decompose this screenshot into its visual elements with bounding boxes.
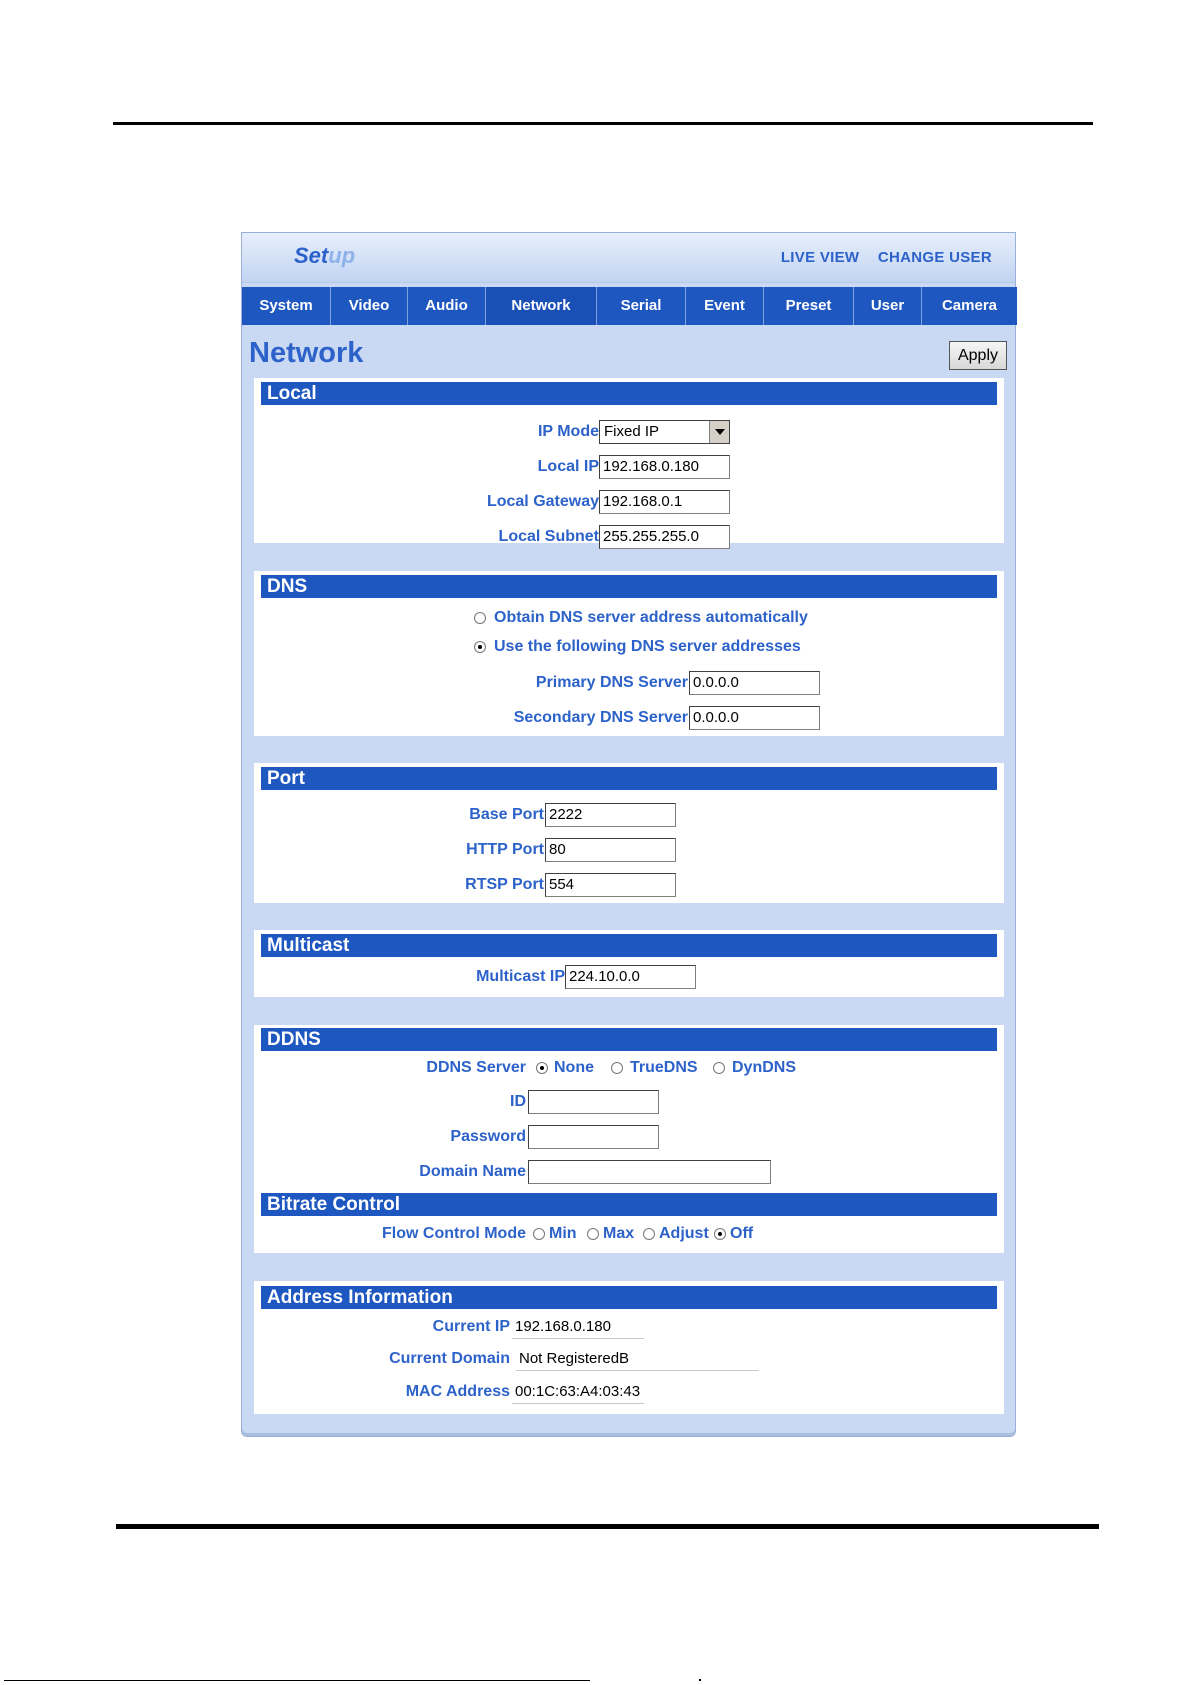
tab-video[interactable]: Video <box>331 287 408 325</box>
tab-system[interactable]: System <box>242 287 331 325</box>
top-links <box>767 249 992 266</box>
tab-camera[interactable]: Camera <box>941 297 998 314</box>
local-panel <box>254 378 1004 543</box>
dns-auto-label[interactable]: Obtain DNS server address automatically <box>494 609 808 626</box>
ip-mode-label: IP Mode <box>537 423 599 440</box>
ddns-dyndns-label[interactable]: DynDNS <box>732 1059 797 1076</box>
footer-mark <box>699 1679 701 1681</box>
multicast-ip-label: Multicast IP <box>476 968 565 985</box>
tab-serial[interactable]: Serial <box>597 287 686 325</box>
mac-address-value: 00:1C:63:A4:03:43 <box>512 1380 644 1404</box>
port-panel <box>254 763 1004 903</box>
rtsp-port-input[interactable]: 554 <box>545 873 676 897</box>
tab-preset[interactable]: Preset <box>764 287 854 325</box>
dns-manual-radio[interactable] <box>474 641 486 653</box>
bitrate-heading: Bitrate Control <box>261 1193 997 1216</box>
ddns-domain-label: Domain Name <box>419 1163 526 1180</box>
current-domain-value: Not RegisteredB <box>516 1347 759 1371</box>
flow-adjust-radio[interactable] <box>643 1228 655 1240</box>
dns-heading: DNS <box>261 575 997 598</box>
ddns-domain-input[interactable] <box>528 1160 771 1184</box>
http-port-label: HTTP Port <box>466 841 544 858</box>
current-ip-value: 192.168.0.180 <box>512 1315 644 1339</box>
ddns-dyndns-radio[interactable] <box>713 1062 725 1074</box>
ddns-none-label[interactable]: None <box>554 1059 594 1076</box>
flow-adjust-label[interactable]: Adjust <box>659 1225 709 1242</box>
primary-dns-label: Primary DNS Server <box>535 674 688 691</box>
flow-off-label[interactable]: Off <box>730 1225 754 1242</box>
multicast-heading: Multicast <box>261 934 997 957</box>
current-ip-label: Current IP <box>432 1318 510 1335</box>
flow-max-label[interactable]: Max <box>603 1225 635 1242</box>
flow-off-radio[interactable] <box>714 1228 726 1240</box>
http-port-input[interactable]: 80 <box>545 838 676 862</box>
port-heading: Port <box>261 767 997 790</box>
apply-button[interactable]: Apply <box>949 341 1007 370</box>
flow-min-label[interactable]: Min <box>549 1225 577 1242</box>
local-subnet-input[interactable]: 255.255.255.0 <box>599 525 730 549</box>
mac-address-label: MAC Address <box>405 1383 510 1400</box>
live-view-link[interactable]: LIVE VIEW <box>780 249 860 266</box>
setup-title-bold: Set <box>294 243 329 268</box>
setup-header <box>242 233 1015 283</box>
multicast-ip-input[interactable]: 224.10.0.0 <box>565 965 696 989</box>
ddns-server-label: DDNS Server <box>426 1059 526 1076</box>
footer-line <box>4 1680 590 1681</box>
secondary-dns-input[interactable]: 0.0.0.0 <box>689 706 820 730</box>
tab-network[interactable]: Network <box>486 287 597 325</box>
base-port-label: Base Port <box>469 806 544 823</box>
flow-max-radio[interactable] <box>587 1228 599 1240</box>
local-subnet-label: Local Subnet <box>498 528 599 545</box>
multicast-panel <box>254 930 1004 997</box>
dns-auto-radio[interactable] <box>474 612 486 624</box>
setup-title-light: up <box>328 243 356 268</box>
page-title: Network <box>249 337 364 369</box>
change-user-link[interactable]: CHANGE USER <box>877 249 992 266</box>
ddns-truedns-label[interactable]: TrueDNS <box>630 1059 698 1076</box>
ddns-id-input[interactable] <box>528 1090 659 1114</box>
flow-min-radio[interactable] <box>533 1228 545 1240</box>
rtsp-port-label: RTSP Port <box>465 876 544 893</box>
flow-control-label: Flow Control Mode <box>382 1225 526 1242</box>
ddns-password-label: Password <box>450 1128 526 1145</box>
local-ip-label: Local IP <box>537 458 599 475</box>
page-header-rule <box>113 122 1093 125</box>
ddns-truedns-radio[interactable] <box>611 1062 623 1074</box>
local-ip-input[interactable]: 192.168.0.180 <box>599 455 730 479</box>
dns-panel <box>254 571 1004 736</box>
setup-window <box>241 232 1016 1437</box>
page-footer-rule <box>116 1524 1099 1529</box>
ddns-panel <box>254 1025 1004 1253</box>
tab-event[interactable]: Event <box>686 287 764 325</box>
ip-mode-select[interactable] <box>599 420 730 444</box>
address-panel <box>254 1281 1004 1414</box>
ddns-heading: DDNS <box>261 1028 997 1051</box>
local-gateway-input[interactable]: 192.168.0.1 <box>599 490 730 514</box>
secondary-dns-label: Secondary DNS Server <box>513 709 688 726</box>
dropdown-arrow-icon[interactable] <box>709 421 729 443</box>
tab-audio[interactable]: Audio <box>408 287 486 325</box>
main-tabs <box>242 287 1017 325</box>
ddns-none-radio[interactable] <box>536 1062 548 1074</box>
local-gateway-label: Local Gateway <box>486 493 599 510</box>
tab-user[interactable]: User <box>854 287 922 325</box>
current-domain-label: Current Domain <box>389 1350 510 1367</box>
setup-title <box>294 243 355 269</box>
address-heading: Address Information <box>261 1286 997 1309</box>
ddns-password-input[interactable] <box>528 1125 659 1149</box>
ip-mode-value: Fixed IP <box>604 423 660 440</box>
ddns-id-label: ID <box>510 1093 526 1110</box>
local-heading: Local <box>261 382 997 405</box>
dns-manual-label[interactable]: Use the following DNS server addresses <box>494 638 801 655</box>
base-port-input[interactable]: 2222 <box>545 803 676 827</box>
primary-dns-input[interactable]: 0.0.0.0 <box>689 671 820 695</box>
